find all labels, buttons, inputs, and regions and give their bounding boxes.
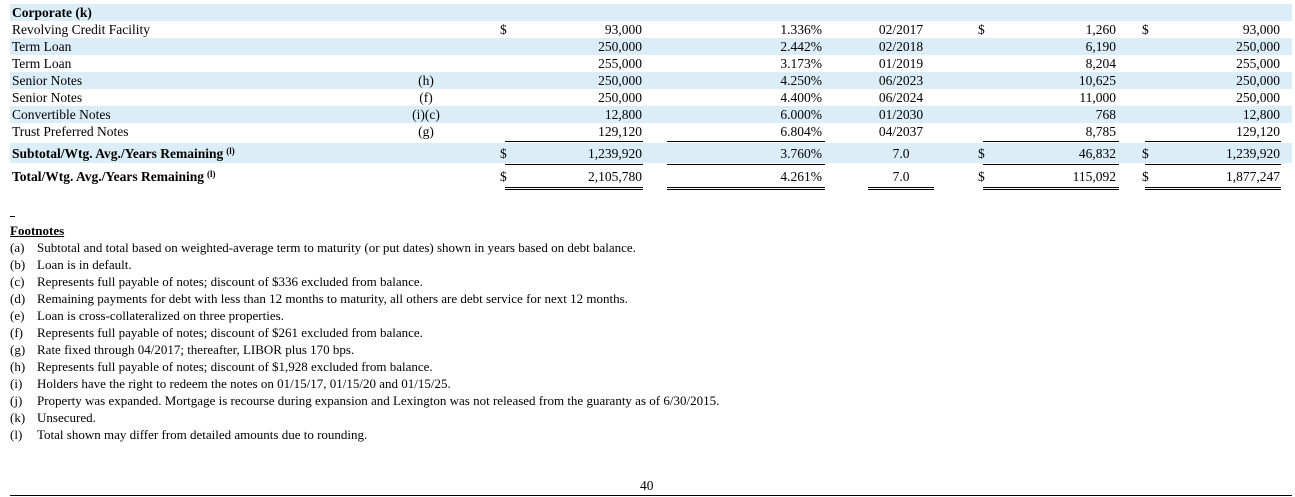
section-title: Corporate (k) xyxy=(12,5,92,20)
section-title-row xyxy=(10,4,1292,21)
rule xyxy=(667,141,825,142)
double-rule xyxy=(505,187,643,190)
row-label: Term Loan xyxy=(12,39,72,54)
footnote-key: (f) xyxy=(10,325,23,340)
row-note: (f) xyxy=(419,90,433,105)
row-rate: 4.250% xyxy=(780,73,822,88)
row-payment: 11,000 xyxy=(1079,90,1116,105)
table-row xyxy=(10,21,1292,38)
subtotal-dollar: $ xyxy=(1142,146,1149,161)
row-maturity: 01/2030 xyxy=(878,107,924,122)
row-maturity: 01/2019 xyxy=(878,56,924,71)
row-amount: 12,800 xyxy=(604,107,642,122)
table-row xyxy=(10,89,1292,106)
table-row xyxy=(10,38,1292,55)
rule xyxy=(505,141,643,142)
row-label: Revolving Credit Facility xyxy=(12,22,150,37)
row-balance: 129,120 xyxy=(1236,124,1280,139)
row-payment: 768 xyxy=(1095,107,1116,122)
footnote-key: (g) xyxy=(10,342,26,357)
row-balance: 93,000 xyxy=(1242,22,1280,37)
row-maturity: 06/2023 xyxy=(878,73,924,88)
footnote-key: (l) xyxy=(10,427,23,442)
double-rule xyxy=(868,187,934,190)
row-payment: 8,204 xyxy=(1085,56,1116,71)
total-label: Total/Wtg. Avg./Years Remaining $^{(l)}$ xyxy=(12,169,216,184)
footnote-key: (h) xyxy=(10,359,26,374)
total-amount: 2,105,780 xyxy=(588,169,642,184)
row-amount: 250,000 xyxy=(598,39,642,54)
footnote-list xyxy=(10,239,719,443)
row-amount: 255,000 xyxy=(598,56,642,71)
row-maturity: 02/2017 xyxy=(878,22,924,37)
row-dollar: $ xyxy=(978,22,985,37)
footnote-text: Remaining payments for debt with less than 12 months to maturity, all others are debt service for next 12 months. xyxy=(37,291,628,306)
subtotal-payment: 46,832 xyxy=(1078,146,1116,161)
row-payment: 10,625 xyxy=(1078,73,1116,88)
double-rule xyxy=(1145,187,1281,190)
subtotal-row xyxy=(10,143,1292,163)
total-balance: 1,877,247 xyxy=(1226,169,1280,184)
total-dollar: $ xyxy=(978,169,985,184)
table-row xyxy=(10,106,1292,123)
table-row xyxy=(10,72,1292,89)
total-row xyxy=(10,166,1292,186)
row-balance: 250,000 xyxy=(1236,90,1280,105)
table-row xyxy=(10,55,1292,72)
row-label: Senior Notes xyxy=(12,90,83,105)
total-payment: 115,092 xyxy=(1072,169,1116,184)
page-number: 40 xyxy=(640,478,654,493)
row-label: Trust Preferred Notes xyxy=(12,124,129,139)
rule xyxy=(1145,141,1281,142)
rule xyxy=(983,164,1119,165)
row-rate: 6.804% xyxy=(780,124,822,139)
row-payment: 8,785 xyxy=(1085,124,1116,139)
subtotal-label: Subtotal/Wtg. Avg./Years Remaining $^{(l)}$ xyxy=(12,146,235,161)
row-amount: 250,000 xyxy=(598,73,642,88)
row-dollar: $ xyxy=(1142,22,1149,37)
rule xyxy=(505,164,643,165)
footnote-text: Holders have the right to redeem the notes on 01/15/17, 01/15/20 and 01/15/25. xyxy=(37,376,451,391)
row-note: (h) xyxy=(418,73,434,88)
footnote-item xyxy=(10,409,719,426)
row-amount: 129,120 xyxy=(598,124,642,139)
rule xyxy=(1145,164,1281,165)
row-rate: 4.400% xyxy=(780,90,822,105)
row-amount: 93,000 xyxy=(604,22,642,37)
total-years: 7.0 xyxy=(892,169,910,184)
footnote-item xyxy=(10,290,719,307)
footnote-item xyxy=(10,239,719,256)
total-rate: 4.261% xyxy=(780,169,822,184)
subtotal-dollar: $ xyxy=(500,146,507,161)
subtotal-years: 7.0 xyxy=(892,146,910,161)
row-label: Convertible Notes xyxy=(12,107,111,122)
row-balance: 250,000 xyxy=(1236,39,1280,54)
row-maturity: 04/2037 xyxy=(878,124,924,139)
total-dollar: $ xyxy=(500,169,507,184)
subtotal-dollar: $ xyxy=(978,146,985,161)
footnote-item xyxy=(10,273,719,290)
footnote-text: Represents full payable of notes; discount of $261 excluded from balance. xyxy=(37,325,423,340)
footnote-item xyxy=(10,375,719,392)
row-rate: 6.000% xyxy=(780,107,822,122)
row-payment: 6,190 xyxy=(1085,39,1116,54)
footnote-key: (e) xyxy=(10,308,25,323)
footnote-item xyxy=(10,426,719,443)
row-maturity: 06/2024 xyxy=(878,90,924,105)
footnote-text: Subtotal and total based on weighted-average term to maturity (or put dates) shown in years based on debt balance. xyxy=(37,240,636,255)
row-balance: 12,800 xyxy=(1242,107,1280,122)
footnote-text: Loan is in default. xyxy=(37,257,132,272)
row-rate: 2.442% xyxy=(780,39,822,54)
rule xyxy=(983,141,1119,142)
row-balance: 250,000 xyxy=(1236,73,1280,88)
footnote-text: Property was expanded. Mortgage is recourse during expansion and Lexington was not released from the guaranty as of 6/30/2015. xyxy=(37,393,720,408)
row-label: Term Loan xyxy=(12,56,72,71)
row-rate: 3.173% xyxy=(780,56,822,71)
row-maturity: 02/2018 xyxy=(878,39,924,54)
subtotal-rate: 3.760% xyxy=(780,146,822,161)
row-dollar: $ xyxy=(500,22,507,37)
footnote-key: (k) xyxy=(10,410,26,425)
footnote-key: (j) xyxy=(10,393,23,408)
row-note: (i)(c) xyxy=(412,107,440,122)
footnote-key: (b) xyxy=(10,257,26,272)
row-amount: 250,000 xyxy=(598,90,642,105)
footnote-key: (d) xyxy=(10,291,26,306)
footnote-key: (a) xyxy=(10,240,25,255)
footnote-text: Loan is cross-collateralized on three properties. xyxy=(37,308,284,323)
footnote-text: Unsecured. xyxy=(37,410,96,425)
footnote-key: (c) xyxy=(10,274,25,289)
footnote-item xyxy=(10,392,719,409)
rule xyxy=(667,164,825,165)
footnote-text: Represents full payable of notes; discount of $336 excluded from balance. xyxy=(37,274,423,289)
table-row xyxy=(10,123,1292,140)
footnote-text: Total shown may differ from detailed amounts due to rounding. xyxy=(37,427,368,442)
row-rate: 1.336% xyxy=(780,22,822,37)
row-label: Senior Notes xyxy=(12,73,83,88)
subtotal-balance: 1,239,920 xyxy=(1226,146,1280,161)
footnote-text: Represents full payable of notes; discount of $1,928 excluded from balance. xyxy=(37,359,433,374)
row-note: (g) xyxy=(418,124,434,139)
total-dollar: $ xyxy=(1142,169,1149,184)
footnote-key: (i) xyxy=(10,376,23,391)
row-payment: 1,260 xyxy=(1085,22,1116,37)
footnote-text: Rate fixed through 04/2017; thereafter, LIBOR plus 170 bps. xyxy=(37,342,355,357)
footnote-item xyxy=(10,341,719,358)
footnote-item xyxy=(10,307,719,324)
footnote-item xyxy=(10,358,719,375)
separator-dash xyxy=(10,216,15,217)
footnote-item xyxy=(10,256,719,273)
footnotes xyxy=(10,222,719,443)
page-bottom-rule xyxy=(10,495,1292,496)
footnotes-title: Footnotes xyxy=(10,223,65,238)
row-balance: 255,000 xyxy=(1236,56,1280,71)
double-rule xyxy=(667,187,825,190)
footnote-item xyxy=(10,324,719,341)
double-rule xyxy=(983,187,1119,190)
subtotal-amount: 1,239,920 xyxy=(588,146,642,161)
